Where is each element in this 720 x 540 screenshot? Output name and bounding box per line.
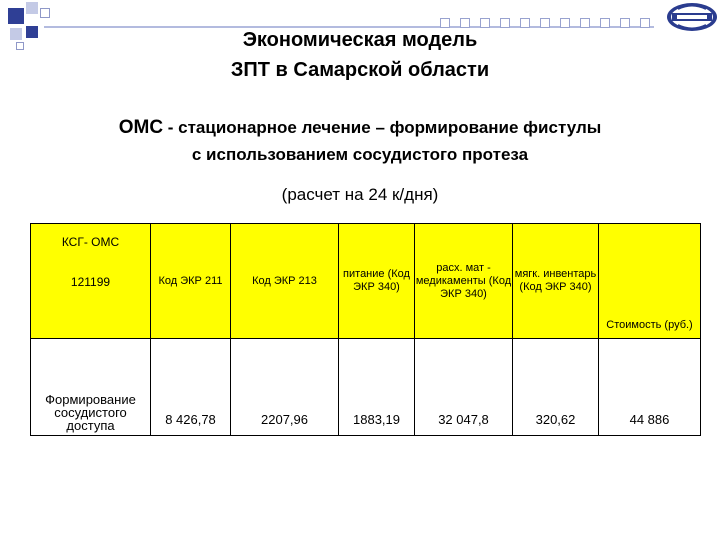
cost-table <box>30 223 701 436</box>
column-header-label: расх. мат - медикаменты (Код ЭКР 340) <box>415 261 512 300</box>
page-title-line-2: ЗПТ в Самарской области <box>230 59 490 81</box>
column-header <box>231 224 339 339</box>
subtitle-line-1 <box>0 117 720 139</box>
column-header <box>599 224 701 339</box>
calc-note: (расчет на 24 к/дня) <box>281 185 439 204</box>
decor-square <box>540 18 550 28</box>
decor-square <box>480 18 490 28</box>
column-header <box>339 224 415 339</box>
subtitle-line-2: с использованием сосудистого протеза <box>191 145 529 164</box>
column-header <box>151 224 231 339</box>
row-label: Формирование сосудистого доступа <box>31 339 151 436</box>
column-header-label: питание (Код ЭКР 340) <box>343 268 410 293</box>
kcg-cell <box>31 224 151 339</box>
decor-square <box>600 18 610 28</box>
kcg-code: 121199 <box>70 275 111 289</box>
column-header-label: мягк. инвентарь (Код ЭКР 340) <box>514 268 597 293</box>
decor-square <box>26 2 38 14</box>
kcg-label: КСГ- ОМС <box>61 235 120 249</box>
table-header-row <box>31 224 701 339</box>
table-cell: 2207,96 <box>231 339 339 436</box>
page-title-line-1: Экономическая модель <box>242 29 478 51</box>
table-cell: 8 426,78 <box>151 339 231 436</box>
decor-square <box>640 18 650 28</box>
decor-square <box>560 18 570 28</box>
decor-square <box>8 8 24 24</box>
table-cell: 1883,19 <box>339 339 415 436</box>
column-header <box>415 224 513 339</box>
decor-square <box>620 18 630 28</box>
decor-square <box>580 18 590 28</box>
column-header-label: Код ЭКР 213 <box>252 274 317 287</box>
decor-square <box>500 18 510 28</box>
decor-square <box>520 18 530 28</box>
subtitle-text: - стационарное лечение – формирование фистулы <box>163 118 602 137</box>
column-header-label: Код ЭКР 211 <box>158 274 223 287</box>
decor-square <box>460 18 470 28</box>
table-cell: 320,62 <box>513 339 599 436</box>
table-cell: 44 886 <box>599 339 701 436</box>
table-cell: 32 047,8 <box>415 339 513 436</box>
column-header <box>513 224 599 339</box>
subtitle-oms: ОМС <box>118 117 164 138</box>
column-header-label: Стоимость (руб.) <box>606 319 693 331</box>
decor-square <box>440 18 450 28</box>
table-row <box>31 339 701 436</box>
decor-square <box>40 8 50 18</box>
